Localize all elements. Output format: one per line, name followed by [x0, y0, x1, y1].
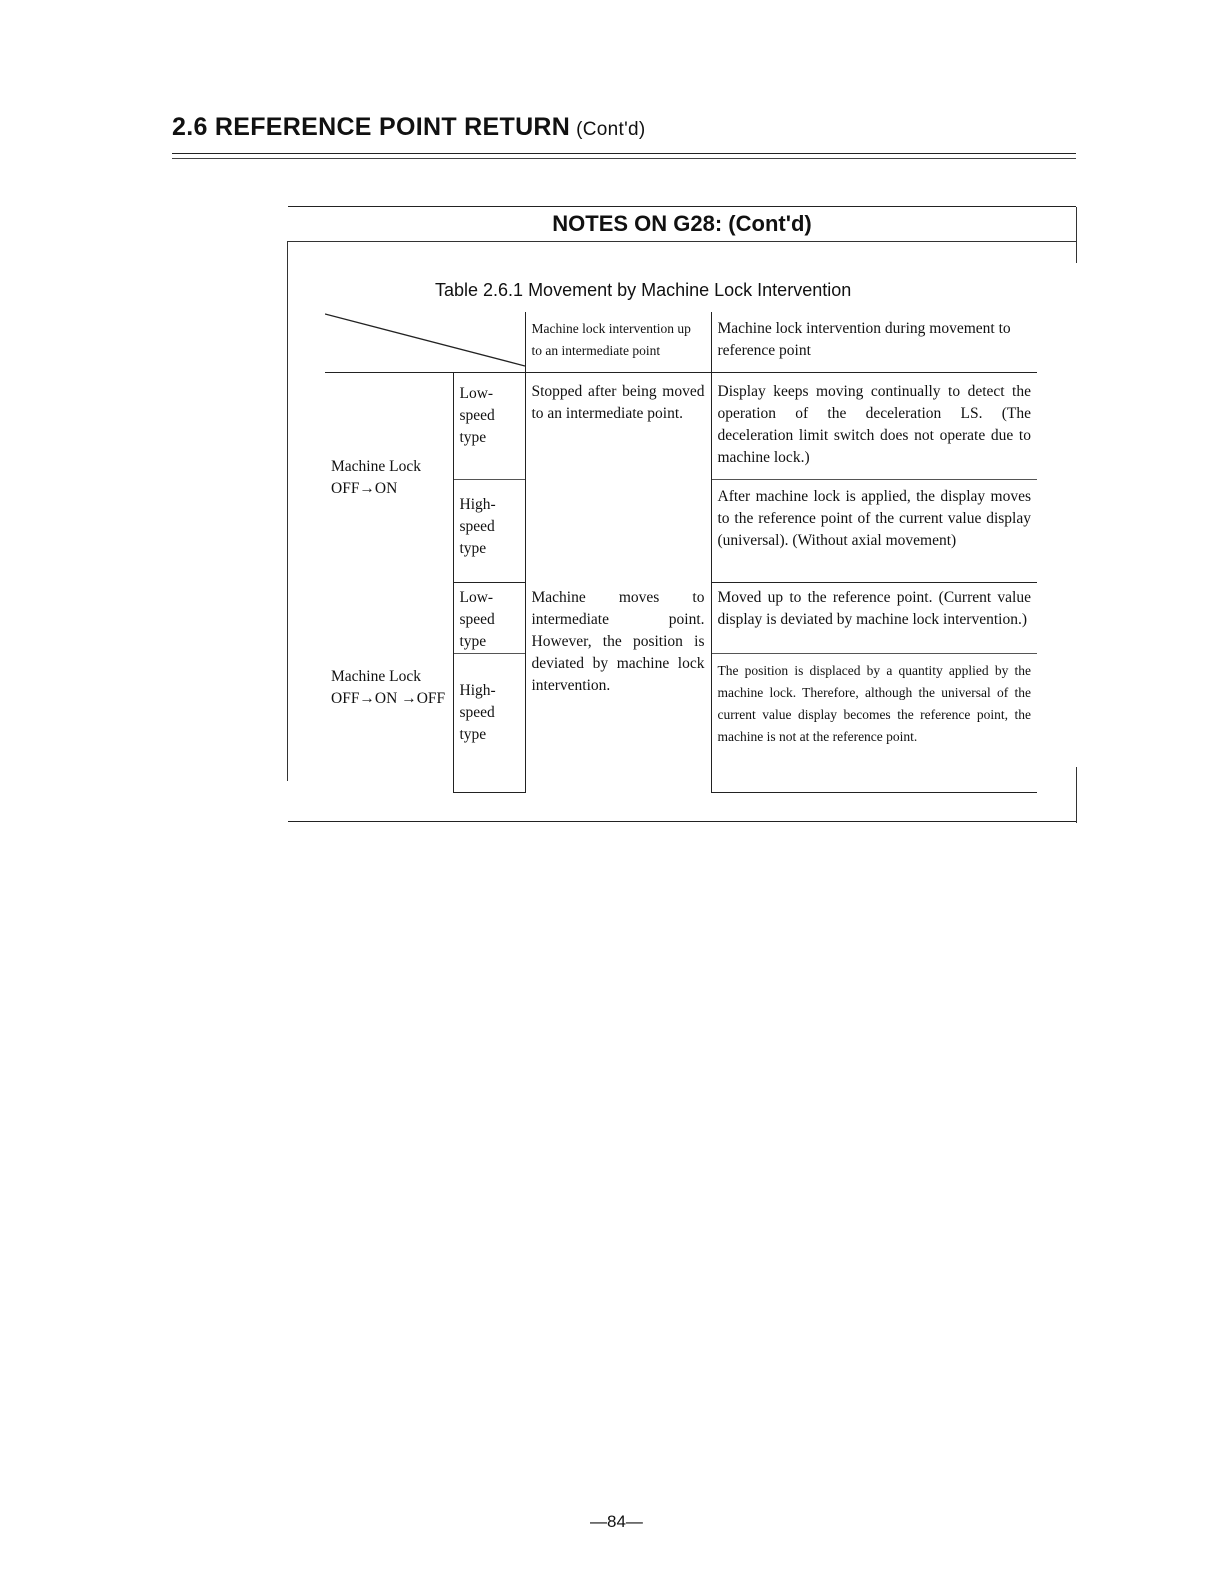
row-reference-high: After machine lock is applied, the display moves to the reference point of the current value display (universal). (Without axial movement) — [711, 480, 1037, 583]
section-contd: (Cont'd) — [576, 119, 646, 140]
notes-box-left-border — [287, 241, 288, 781]
notes-box-right-border — [1076, 207, 1077, 263]
row-type-low: Low-speed type — [453, 583, 525, 654]
row-type-low: Low-speed type — [453, 373, 525, 480]
section-title: 2.6 REFERENCE POINT RETURN — [172, 113, 571, 141]
corner-diagonal — [325, 312, 525, 368]
row-intermediate-cell: Stopped after being moved to an intermediate point. — [525, 373, 711, 583]
table-corner-cell — [325, 312, 525, 373]
movement-table — [325, 312, 1037, 793]
table-row — [325, 583, 1037, 654]
col-header-intermediate: Machine lock intervention up to an intermediate point — [525, 312, 711, 373]
row-type-high: High-speed type — [453, 480, 525, 583]
table-header-row — [325, 312, 1037, 373]
row-reference-high: The position is displaced by a quantity applied by the machine lock. Therefore, although the universal of the current value display becomes the reference point, the machine is not at the reference point. — [711, 654, 1037, 793]
row-condition: Machine Lock OFF→ON — [331, 457, 421, 497]
notes-box-right-border-lower — [1076, 767, 1077, 823]
notes-title: NOTES ON G28: (Cont'd) — [552, 211, 812, 236]
row-type-high: High-speed type — [453, 654, 525, 793]
row-reference-low: Moved up to the reference point. (Current value display is deviated by machine lock intervention.) — [711, 583, 1037, 654]
page-number: —84— — [590, 1512, 643, 1531]
row-condition: Machine Lock OFF→ON →OFF — [331, 667, 446, 707]
heading-rule-secondary — [172, 158, 1076, 159]
col-header-reference: Machine lock intervention during movement to reference point — [711, 312, 1037, 373]
section-heading — [172, 113, 646, 142]
row-reference-low: Display keeps moving continually to detect the operation of the deceleration LS. (The deceleration limit switch does not operate due to machine lock.) — [711, 373, 1037, 480]
notes-title-rule — [288, 241, 1076, 242]
row-intermediate-cell: Machine moves to intermediate point. However, the position is deviated by machine lock intervention. — [525, 583, 711, 793]
heading-rule — [172, 153, 1076, 154]
table-caption: Table 2.6.1 Movement by Machine Lock Intervention — [435, 280, 852, 300]
table-row — [325, 373, 1037, 480]
